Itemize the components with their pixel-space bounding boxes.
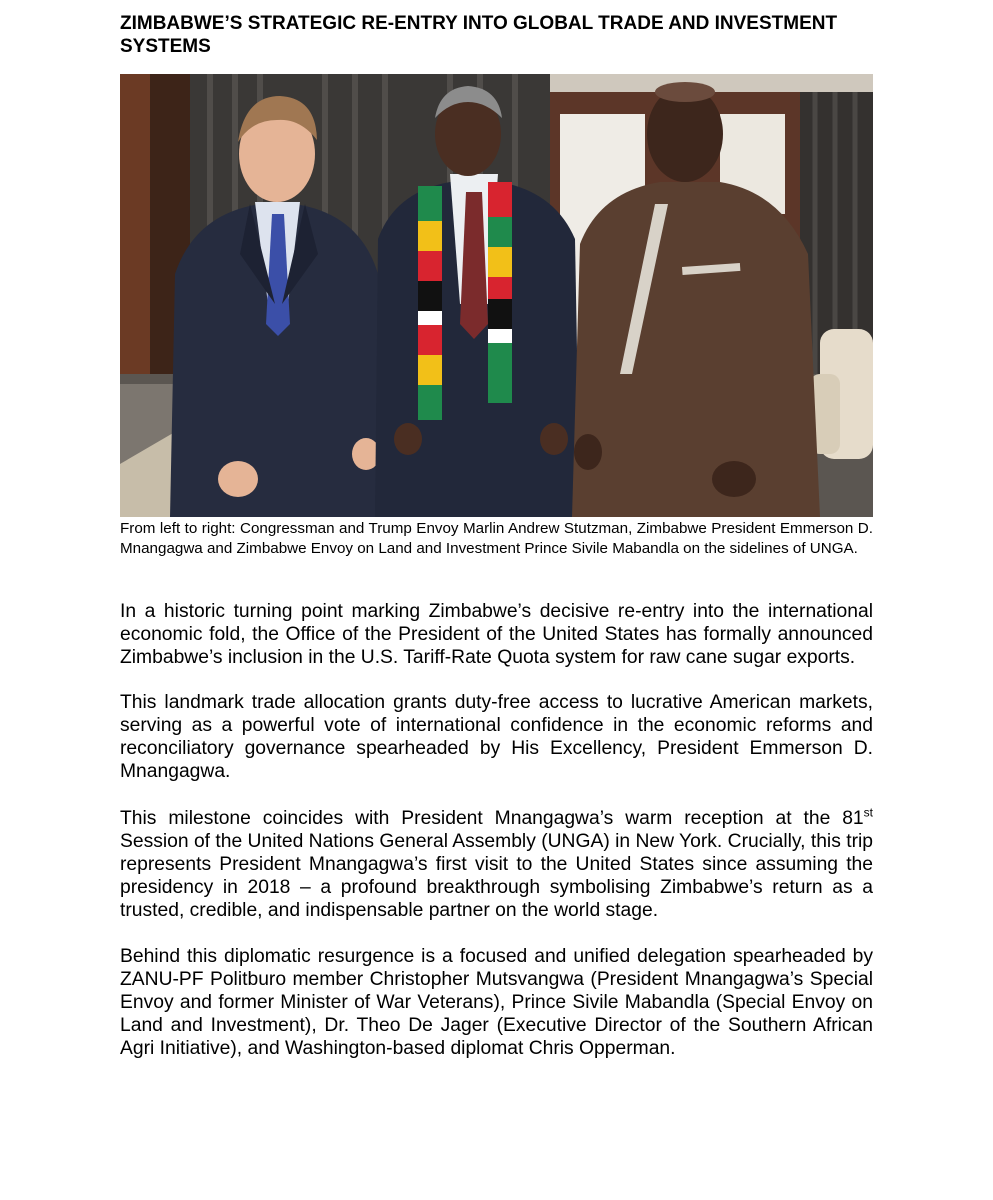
paragraph-1: In a historic turning point marking Zimbabwe’s decisive re-entry into the international economic fold, the Office of the President of the United States has formally announced Zimbabwe’s inclusion in the U.S. Tariff-Rate Quota system for raw cane sugar exports.: [120, 601, 873, 668]
article-photo: [120, 74, 873, 517]
article-headline: ZIMBABWE’S STRATEGIC RE-ENTRY INTO GLOBAL TRADE AND INVESTMENT SYSTEMS: [120, 13, 838, 57]
paragraph-3-rest: Session of the United Nations General Assembly (UNGA) in New York. Crucially, this trip represents President Mnangagwa’s first visit to the United States since assuming the presidency in 2018 – a profound breakthrough symbolising Zimbabwe’s return as a trusted, credible, and indispensable partner on the world stage.: [120, 831, 873, 921]
ordinal-suffix: st: [863, 805, 873, 820]
paragraph-3-lead: This milestone coincides with President Mnangagwa’s warm reception at the 81: [120, 808, 864, 829]
paragraph-3: [120, 807, 873, 922]
paragraph-4: Behind this diplomatic resurgence is a focused and unified delegation spearheaded by ZANU-PF Politburo member Christopher Mutsvangwa (President Mnangagwa’s Special Envoy and former Minister of War Veterans), Prince Sivile Mabandla (Special Envoy on Land and Investment), Dr. Theo De Jager (Executive Director of the Southern African Agri Initiative), and Washington-based diplomat Chris Opperman.: [120, 946, 873, 1059]
photo-caption: From left to right: Congressman and Trump Envoy Marlin Andrew Stutzman, Zimbabwe President Emmerson D. Mnangagwa and Zimbabwe Envoy on Land and Investment Prince Sivile Mabandla on the sidelines of UNGA.: [120, 520, 873, 557]
paragraph-2: This landmark trade allocation grants duty-free access to lucrative American markets, serving as a powerful vote of international confidence in the economic reforms and reconciliatory governance spearheaded by His Excellency, President Emmerson D. Mnangagwa.: [120, 692, 873, 782]
